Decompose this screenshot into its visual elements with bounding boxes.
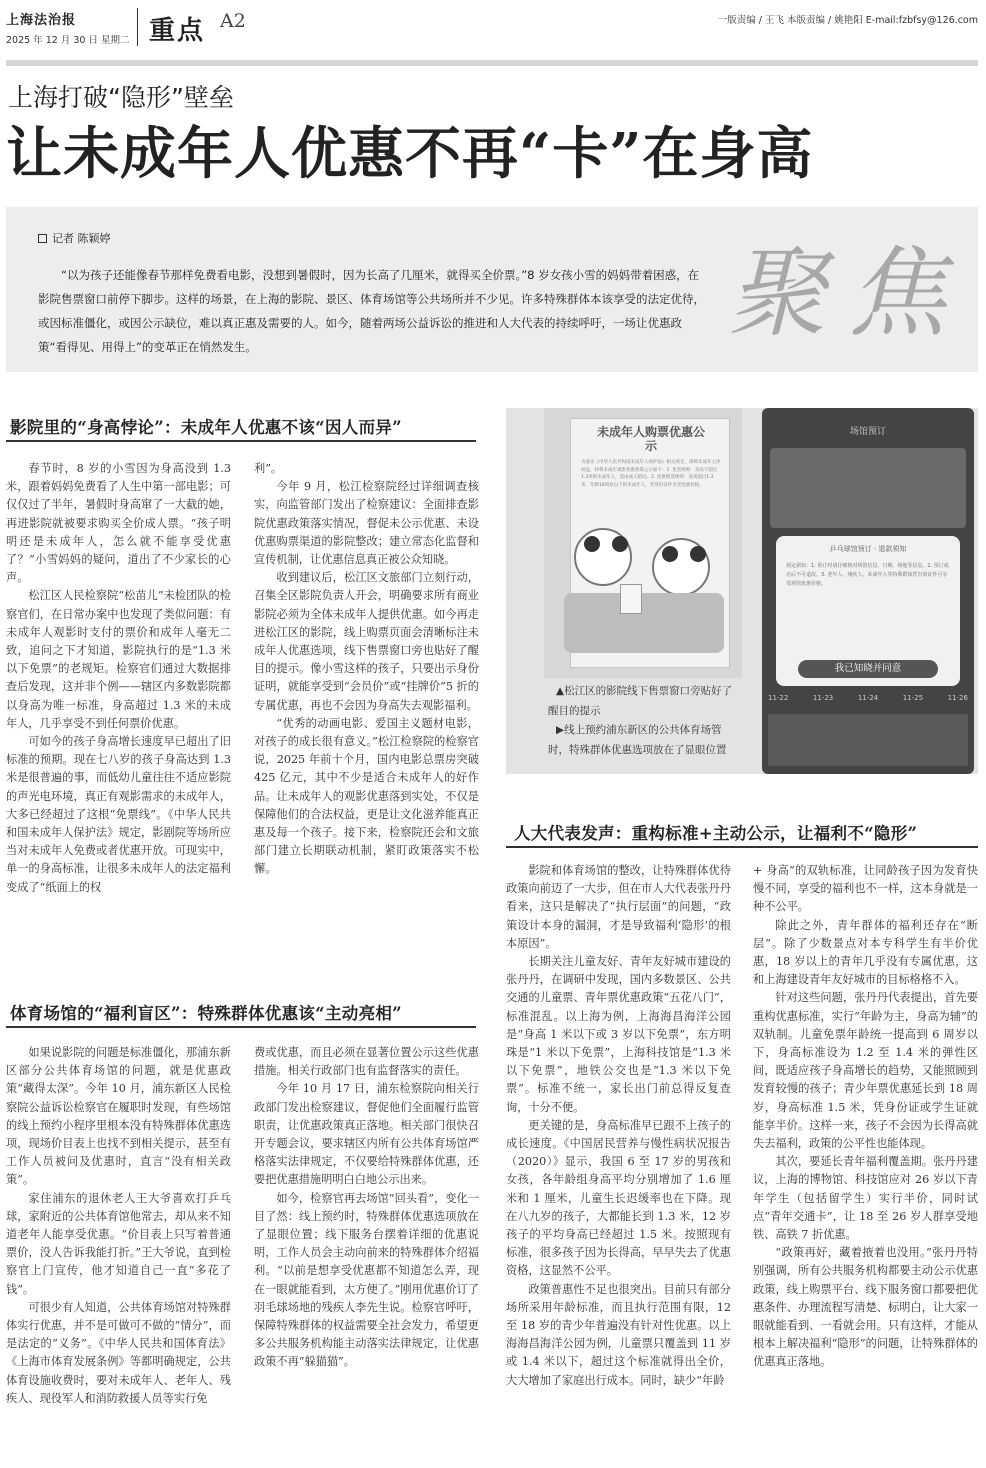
- paragraph: 收到建议后，松江区文旅部门立刻行动，召集全区影院负责人开会，明确要求所有商业影院必须为全体未成年人提供优惠。如今再走进松江区的影院，线上购票页面会清晰标注未成年人优惠选项，线下售票窗口旁也贴好了醒目的提示。像小雪这样的孩子，只要出示身份证明，就能享受到“会员价”或“挂牌价”5 折的专属优惠，再也不会因为身高失去观影福利。: [254, 571, 479, 712]
- paragraph: 今年 9 月，松江检察院经过详细调查核实，向监管部门发出了检察建议：全面排查影院优惠政策落实情况，督促未公示优惠、未设优惠购票渠道的影院整改；建立常态化监督和宣传机制，让优惠信息真正被公众知晓。: [254, 480, 479, 567]
- section2-title: 体育场馆的“福利盲区”：特殊群体优惠该“主动亮相”: [10, 1004, 402, 1023]
- notice-text: 为落实《中华人民共和国未成年人保护法》相关规定，保障未成年主体权益，特将未成年观影优惠政策公示如下：1. 免票规则：身高不超过1.3米的未成年人，需由成人陪同。2. 优惠购票规则：身高超过1.3米，年龄18周岁以下的未成年人，凭身份证件享受优惠价格。: [581, 460, 721, 488]
- paragraph: + 身高”的双轨标准，让同龄孩子因为发育快慢不同，享受的福利也不一样，这本身就是一种不公平。: [753, 864, 978, 914]
- section3-title: 人大代表发声：重构标准+主动公示，让福利不“隐形”: [514, 824, 918, 843]
- dialog-text: 预定须知：1. 预订时请仔细核对场馆信息、日期、场地等信息。2. 预订成功后不可退改。3. 老年人、残疾人、未成年人等特殊群体凭有效证件可享受场馆优惠价格。: [786, 563, 949, 587]
- photo-caption: [544, 680, 742, 762]
- paragraph: 长期关注儿童友好、青年友好城市建设的张丹丹，在调研中发现，国内多数景区、公共交通的儿童票、青年票优惠政策“五花八门”，标准混乱。以上海为例，上海海昌海洋公园是“身高 1 米以下或 3 岁以下免票”，东方明珠是“1 米以下免票”，上海科技馆是“1.3 米以下免票”，地铁公交也是“1.3 米以下免票”。标准不统一，家长出门前总得反复查询，十分不便。: [506, 955, 731, 1114]
- paragraph: 更关键的是，身高标准早已跟不上孩子的成长速度。《中国居民营养与慢性病状况报告（2020）》显示，我国 6 至 17 岁的男孩和女孩，各年龄组身高平均分别增加了 1.6 厘米和 1 厘米，儿童生长迟缓率也在下降。现在八九岁的孩子，大都能长到 1.3 米，12 岁孩子的平均身高已经超过 1.5 米。按照现有标准，很多孩子因为长得高，早早失去了优惠资格，这显然不公平。: [506, 1118, 731, 1278]
- section1-rule: [6, 440, 476, 442]
- paragraph: 春节时，8 岁的小雪因为身高没到 1.3 米，跟着妈妈免费看了人生中第一部电影；可仅仅过了半年，暑假时身高窜了一大截的她，再进影院就被要求购买全价成人票。“孩子明明还是未成年人，怎么就不能享受优惠了？”小雪妈妈的疑问，道出了不少家长的心声。: [6, 462, 231, 585]
- notice-dialog: [776, 536, 960, 686]
- section2-column-2: [254, 1044, 479, 1464]
- paragraph: 今年 10 月 17 日，浦东检察院向相关行政部门发出检察建议，督促他们全面履行监管职责，让优惠政策真正落地。相关部门很快召开专题会议，要求辖区内所有公共体育场馆严格落实法律规定，不仅要给特殊群体优惠，还要把优惠措施明明白白地公示出来。: [254, 1082, 479, 1187]
- notice-title: 未成年人购票优惠公示: [596, 425, 705, 453]
- agree-button[interactable]: 我已知晓并同意: [798, 660, 938, 678]
- paragraph: “政策再好，藏着掖着也没用。”张丹丹特别强调，所有公共服务机构都要主动公示优惠政策，线上购票平台、线下服务窗口都要把优惠条件、办理流程写清楚、标明白，让大家一眼就能看到、一看就会用。只有这样，才能从根本上解决福利“隐形”的问题，让特殊群体的优惠真正落地。: [753, 1246, 978, 1369]
- paragraph: 家住浦东的退休老人王大爷喜欢打乒乓球，家附近的公共体育馆他常去，却从来不知道老年人能享受优惠。“价目表上只写着普通票价，没人告诉我能打折。”王大爷说，直到检察官上门宣传，他才知道自己一直“多花了钱”。: [6, 1191, 231, 1296]
- paragraph: 如果说影院的问题是标准僵化，那浦东新区部分公共体育场馆的问题，就是优惠政策“藏得太深”。今年 10 月，浦东新区人民检察院公益诉讼检察官在履职时发现，有些场馆的线上预约小程序里根本没有特殊群体优惠选项，现场价目表上也找不到相关提示，甚至有工作人员被问及优惠时，直言“没有相关政策”。: [6, 1046, 231, 1187]
- reporter-name: 记者 陈颖婷: [52, 232, 111, 245]
- date-tab[interactable]: 11-25: [902, 694, 924, 702]
- section3-rule: [506, 846, 978, 848]
- photo-panel: [506, 408, 978, 774]
- paragraph: 可很少有人知道，公共体育场馆对特殊群体实行优惠，并不是可做可不做的“情分”，而是法定的“义务”。《中华人民共和国体育法》《上海市体育发展条例》等都明确规定，公共体育设施收费时，要对未成年人、老年人、残疾人、现役军人和消防救援人员等实行免: [6, 1300, 231, 1405]
- date-tab[interactable]: 11-22: [768, 694, 789, 702]
- caption-1: ▲松江区的影院线下售票窗口旁贴好了醒目的提示: [548, 685, 733, 717]
- masthead-rule: [6, 60, 978, 66]
- lead-box: [6, 207, 978, 372]
- phone-page-title: 场馆预订: [849, 427, 886, 437]
- paragraph: 除此之外，青年群体的福利还存在“断层”。除了少数景点对本专科学生有半价优惠，18 岁以上的青年几乎没有专属优惠，这和上海建设青年友好城市的目标格格不入。: [753, 918, 978, 987]
- square-icon: [38, 234, 47, 243]
- paragraph: 如今，检察官再去场馆“回头看”，变化一目了然：线上预约时，特殊群体优惠选项放在了显眼位置；线下服务台摆着详细的优惠说明，工作人员会主动向前来的特殊群体介绍福利。“以前是想享受优惠都不知道怎么弄，现在一眼就能看到，太方便了。”刚用优惠价订了羽毛球场地的残疾人李先生说。检察官呼吁，保障特殊群体的权益需要全社会发力，希望更多公共服务机构能主动落实法律规定，让优惠政策不再“躲猫猫”。: [254, 1191, 479, 1369]
- paragraph: 费或优惠，而且必须在显著位置公示这些优惠措施。相关行政部门也有监督落实的责任。: [254, 1046, 479, 1078]
- paragraph: 其次，要延长青年福利覆盖期。张丹丹建议，上海的博物馆、科技馆应对 26 岁以下青年学生（包括留学生）实行半价，同时试点“青年交通卡”，让 18 至 26 岁人群享受地铁、高铁 7 折优惠。: [753, 1155, 978, 1242]
- section3-column-1: [506, 862, 731, 1462]
- headline-kicker: 上海打破“隐形”壁垒: [8, 83, 234, 112]
- phone-screenshot: [762, 408, 974, 774]
- panda-ear: [612, 536, 628, 552]
- cinema-seats: [564, 593, 724, 653]
- section1-column-2: [254, 460, 479, 960]
- reporter-byline: [38, 230, 111, 246]
- date-tab[interactable]: 11-24: [857, 694, 879, 702]
- paragraph: 针对这些问题，张丹丹代表提出，首先要重构优惠标准，实行“年龄为主，身高为辅”的双轨制。儿童免票年龄统一提高到 6 周岁以下，身高标准设为 1.2 至 1.4 米的弹性区间，既适应孩子身高增长的趋势，又能照顾到发育较慢的孩子；青少年票优惠延长到 18 周岁，身高标准 1.5 米，凭身份证或学生证就能享半价。这样一来，孩子不会因为长得高就失去福利，政策的公平性也能体现。: [753, 991, 978, 1151]
- masthead-divider: [137, 8, 138, 46]
- section-name: 重点: [149, 16, 206, 46]
- focus-calligraphy-mark: 聚焦: [728, 237, 969, 351]
- lead-paragraph: “以为孩子还能像春节那样免费看电影，没想到暑假时，因为长高了几厘米，就得买全价票。”8 岁女孩小雪的妈妈带着困惑，在影院售票窗口前停下脚步。这样的场景，在上海的影院、景区、体育场馆等公共场所并不少见。许多特殊群体本该享受的法定优待，或因标准僵化，或因公示缺位，难以真正惠及需要的人。如今，随着两场公益诉讼的推进和人大代表的持续呼吁，一场让优惠政策“看得见、用得上”的变革正在悄然发生。: [38, 268, 705, 354]
- page-number: A2: [220, 10, 246, 32]
- paragraph: 松江区人民检察院“松苗儿”未检团队的检察官们，在日常办案中也发现了类似问题：有未成年人观影时支付的票价和成年人毫无二致，追问之下才知道，影院执行的是“1.3 米以下免票”的老规矩。检察官们通过大数据排查后发现，这并非个例——辖区内多数影院都以身高为唯一标准，身高超过 1.3 米的未成年人，几乎享受不到任何票价优惠。: [6, 589, 231, 730]
- dialog-title: 乒乓球馆预订 · 退款须知: [829, 545, 907, 553]
- paragraph: “优秀的动画电影、爱国主义题材电影，对孩子的成长很有意义。”松江检察院的检察官说，2025 年前十个月，国内电影总票房突破 425 亿元，其中不少是适合未成年人的好作品。让未成年人的观影优惠落到实处，不仅是保障他们的合法权益，更是让文化滋养能真正惠及每一个孩子。接下来，检察院还会和文旅部门建立长期联动机制，紧盯政策落实不松懈。: [254, 716, 479, 876]
- cinema-photo: [544, 408, 742, 678]
- date-tabs: [768, 694, 968, 710]
- popcorn-bucket: [620, 584, 642, 614]
- section2-rule: [6, 1026, 476, 1028]
- paragraph: 可如今的孩子身高增长速度早已超出了旧标准的预期。现在七八岁的孩子身高达到 1.3 米是很普遍的事，而低幼儿童往往不适应影院的声光电环境，真正有观影需求的未成年人，大多已经超过了这根“免票线”。《中华人民共和国未成年人保护法》规定，影剧院等场所应当对未成年人免费或者优惠开放。可现实中，单一的身高标准，让很多未成年人的法定福利变成了“纸面上的权: [6, 735, 231, 894]
- main-headline: 让未成年人优惠不再“卡”在身高: [6, 121, 814, 187]
- masthead: [0, 0, 986, 62]
- section1-column-1: [6, 460, 231, 960]
- editor-credits: 一版责编 / 王飞 本版责编 / 姚艳阳 E-mail:fzbfsy@126.com: [717, 15, 978, 26]
- panda-ear: [584, 536, 600, 552]
- caption-2: ▶线上预约浦东新区的公共体育场管时，特殊群体优惠选项放在了显眼位置: [548, 724, 727, 756]
- date-tab[interactable]: 11-26: [947, 694, 968, 702]
- section1-title: 影院里的“身高悖论”：未成年人优惠不该“因人而异”: [10, 418, 402, 437]
- issue-date: 2025 年 12 月 30 日 星期二: [6, 35, 130, 46]
- date-tab[interactable]: 11-23: [812, 694, 834, 702]
- panda-ear: [690, 546, 706, 562]
- panda-ear: [662, 546, 678, 562]
- time-slot-grid: [768, 714, 968, 766]
- paragraph: 利”。: [254, 462, 283, 475]
- section2-column-1: [6, 1044, 231, 1464]
- paragraph: 影院和体育场馆的整改，让特殊群体优待政策向前迈了一大步，但在市人大代表张丹丹看来，这只是解决了“执行层面”的问题，“政策设计本身的漏洞，才是导致福利‘隐形’的根本原因”。: [506, 864, 731, 950]
- newspaper-logo: 上海法治报: [6, 13, 77, 28]
- section3-column-2: [753, 862, 978, 1462]
- venue-banner: [770, 448, 966, 528]
- paragraph: 政策普惠性不足也很突出。目前只有部分场所采用年龄标准，而且执行范围有限，12 至 18 岁的青少年普遍没有针对性优惠。以上海海昌海洋公园为例，儿童票只覆盖到 11 岁或 1.4 米以下，超过这个标准就得出全价，大大增加了家庭出行成本。同时，缺少“年龄: [506, 1282, 731, 1387]
